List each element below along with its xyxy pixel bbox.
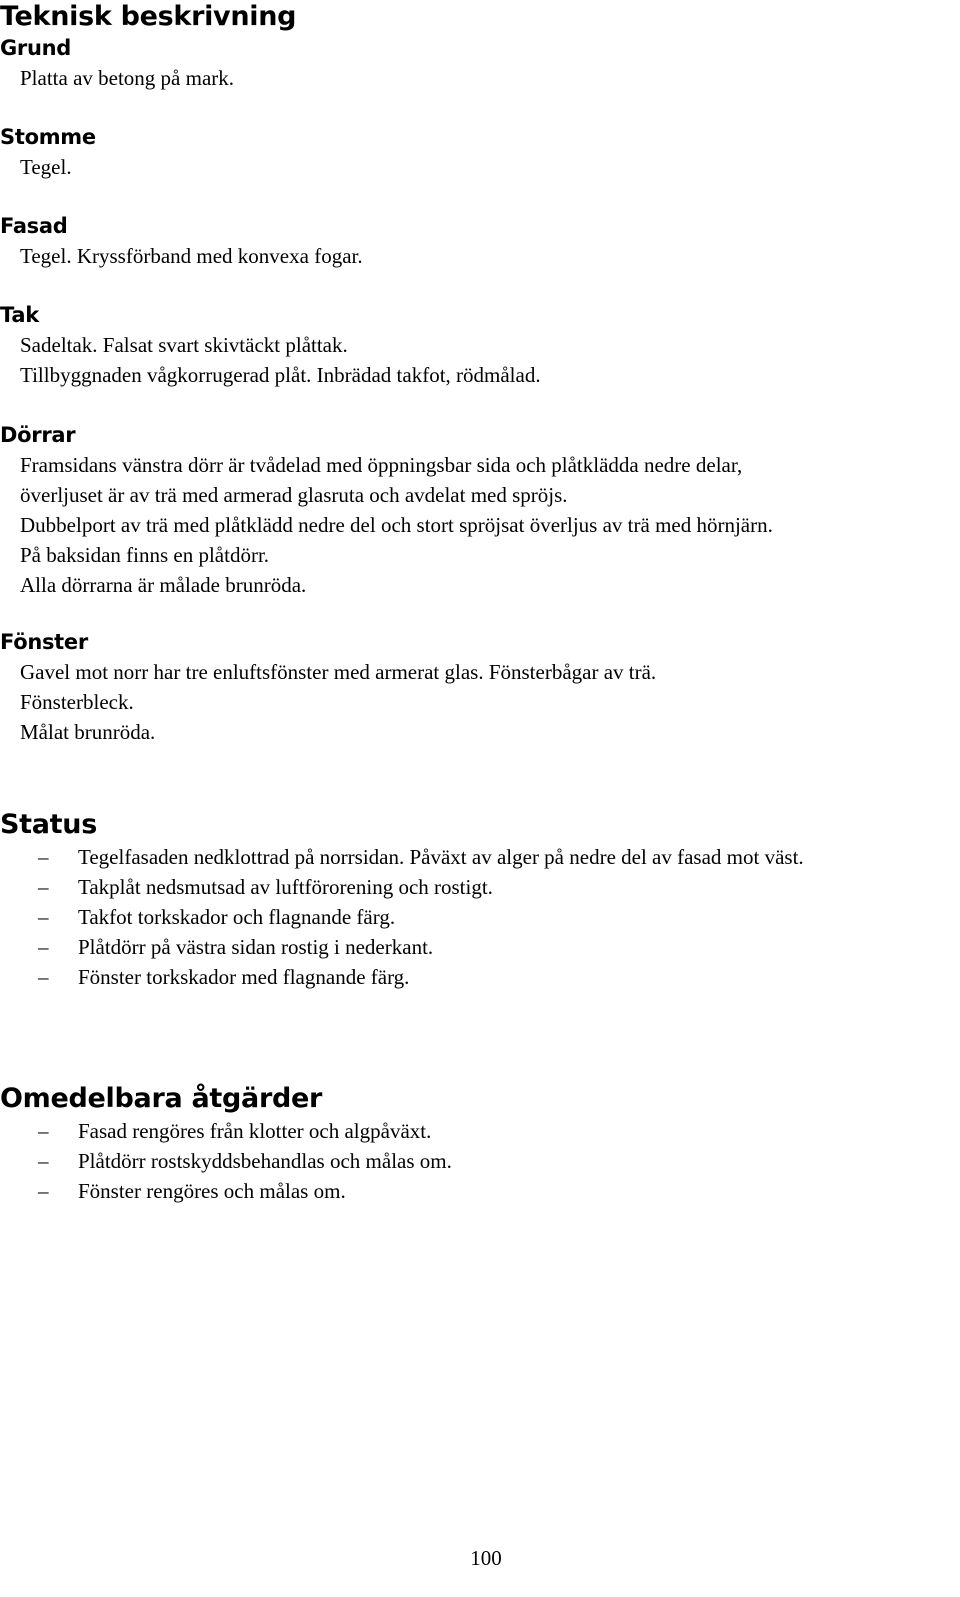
dash-marker: – xyxy=(38,965,49,989)
subsection-dorrar xyxy=(0,420,773,600)
subsection-heading: Stomme xyxy=(0,125,96,149)
body-line: Platta av betong på mark. xyxy=(20,66,235,90)
body-line: Framsidans vänstra dörr är tvådelad med öppningsbar sida och plåtklädda nedre delar, xyxy=(20,453,743,477)
list-item-text: Takfot torkskador och flagnande färg. xyxy=(78,905,396,929)
subsection-stomme xyxy=(0,122,96,182)
dash-marker: – xyxy=(38,845,49,869)
section-heading: Status xyxy=(0,809,97,840)
subsection-heading: Dörrar xyxy=(0,423,76,447)
actions-list xyxy=(0,1116,938,1206)
subsection-tak xyxy=(0,300,541,390)
actions-section xyxy=(0,1082,938,1206)
subsection-heading: Grund xyxy=(0,36,72,60)
body-line: Tegel. xyxy=(20,155,72,179)
body-line: Målat brunröda. xyxy=(20,720,156,744)
body-line: Dubbelport av trä med plåtklädd nedre del och stort spröjsat överljus av trä med hörnjärn. xyxy=(20,513,773,537)
page-title: Teknisk beskrivning xyxy=(0,1,297,32)
list-item xyxy=(0,1176,938,1206)
body-line: Sadeltak. Falsat svart skivtäckt plåttak. xyxy=(20,333,348,357)
list-item-text: Tegelfasaden nedklottrad på norrsidan. Påväxt av alger på nedre del av fasad mot väst. xyxy=(78,845,804,869)
list-item xyxy=(0,1116,938,1146)
list-item xyxy=(0,872,938,902)
page-number: 100 xyxy=(470,1546,502,1570)
list-item-text: Fönster torkskador med flagnande färg. xyxy=(78,965,410,989)
list-item-text: Fasad rengöres från klotter och algpåväxt. xyxy=(78,1119,432,1143)
subsection-fonster xyxy=(0,627,656,747)
list-item xyxy=(0,1146,938,1176)
body-line: överljuset är av trä med armerad glasruta och avdelat med spröjs. xyxy=(20,483,568,507)
list-item-text: Plåtdörr rostskyddsbehandlas och målas om. xyxy=(78,1149,452,1173)
body-line: Tegel. Kryssförband med konvexa fogar. xyxy=(20,244,363,268)
body-line: Alla dörrarna är målade brunröda. xyxy=(20,573,307,597)
dash-marker: – xyxy=(38,875,49,899)
dash-marker: – xyxy=(38,1149,49,1173)
list-item xyxy=(0,962,938,992)
list-item-text: Takplåt nedsmutsad av luftförorening och rostigt. xyxy=(78,875,493,899)
dash-marker: – xyxy=(38,905,49,929)
status-list xyxy=(0,842,938,992)
subsection-heading: Fönster xyxy=(0,630,88,654)
status-section xyxy=(0,808,938,992)
dash-marker: – xyxy=(38,1179,49,1203)
body-line: Tillbyggnaden vågkorrugerad plåt. Inbrädad takfot, rödmålad. xyxy=(20,363,541,387)
list-item xyxy=(0,902,938,932)
subsection-fasad xyxy=(0,211,363,271)
body-line: Gavel mot norr har tre enluftsfönster med armerat glas. Fönsterbågar av trä. xyxy=(20,660,657,684)
body-line: På baksidan finns en plåtdörr. xyxy=(20,543,270,567)
list-item-text: Plåtdörr på västra sidan rostig i nederkant. xyxy=(78,935,434,959)
section-heading: Omedelbara åtgärder xyxy=(0,1083,323,1114)
subsection-heading: Fasad xyxy=(0,214,68,238)
list-item xyxy=(0,842,938,872)
list-item xyxy=(0,932,938,962)
subsection-grund xyxy=(0,33,234,93)
body-line: Fönsterbleck. xyxy=(20,690,134,714)
subsection-heading: Tak xyxy=(0,303,39,327)
list-item-text: Fönster rengöres och målas om. xyxy=(78,1179,346,1203)
dash-marker: – xyxy=(38,1119,49,1143)
dash-marker: – xyxy=(38,935,49,959)
